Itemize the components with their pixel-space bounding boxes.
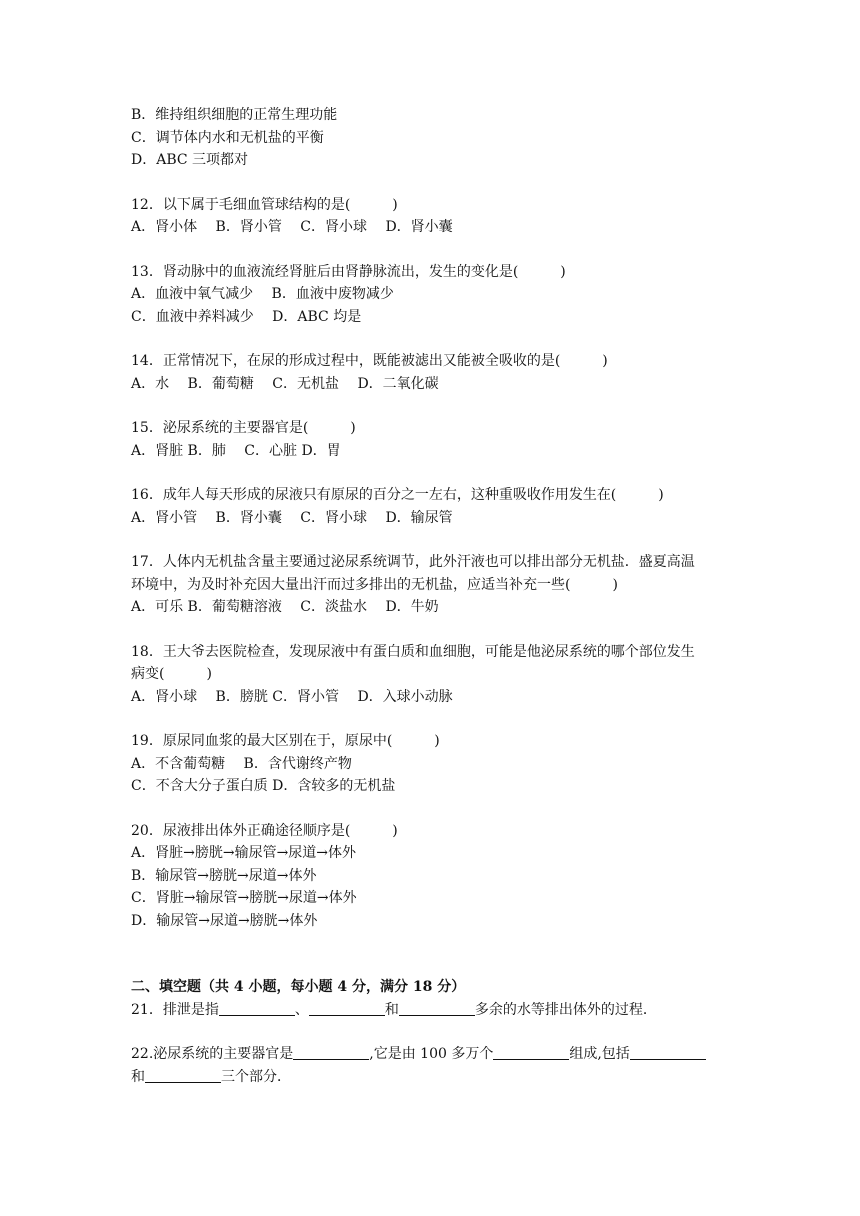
- question-11-continued: [131, 104, 741, 172]
- question-stem: 20．尿液排出体外正确途径顺序是( ): [131, 822, 398, 839]
- question-18: [131, 641, 741, 709]
- option-line: A．不含葡萄糖 B．含代谢终产物: [131, 755, 352, 772]
- question-stem: 13．肾动脉中的血液流经肾脏后由肾静脉流出，发生的变化是( ): [131, 263, 566, 280]
- option-line: C．肾脏→输尿管→膀胱→尿道→体外: [131, 890, 357, 906]
- question-19: [131, 730, 741, 798]
- question-stem: 12．以下属于毛细血管球结构的是( ): [131, 196, 398, 213]
- q21-text-a: 21．排泄是指: [131, 1001, 219, 1018]
- answer-blank[interactable]: [493, 1045, 569, 1060]
- question-stem: 16．成年人每天形成的尿液只有原尿的百分之一左右，这种重吸收作用发生在( ): [131, 487, 664, 503]
- option-line: C．血液中养料减少 D．ABC 均是: [131, 308, 362, 325]
- question-15: [131, 417, 741, 462]
- question-22: [131, 1043, 741, 1088]
- section-title: 二、填空题（共 4 小题，每小题 4 分，满分 18 分）: [131, 979, 466, 995]
- option-line: A．肾小球 B．膀胱 C．肾小管 D．入球小动脉: [131, 688, 453, 705]
- q22-text-a: 22.泌尿系统的主要器官是: [131, 1046, 294, 1062]
- option-line: A．肾脏 B．肺 C．心脏 D．胃: [131, 442, 341, 459]
- answer-blank[interactable]: [293, 1045, 369, 1060]
- question-17: [131, 551, 741, 619]
- document-page: [131, 104, 741, 1088]
- answer-blank[interactable]: [219, 1001, 295, 1016]
- q22-text-e: 三个部分．: [221, 1068, 291, 1085]
- q21-text-d: 多余的水等排出体外的过程．: [474, 1001, 657, 1018]
- question-13: [131, 261, 741, 329]
- answer-blank[interactable]: [145, 1068, 221, 1083]
- option-line: A．肾小体 B．肾小管 C．肾小球 D．肾小囊: [131, 219, 453, 235]
- question-stem: 环境中，为及时补充因大量出汗而过多排出的无机盐，应适当补充一些( ): [131, 576, 618, 593]
- option-line: A．肾脏→膀胱→输尿管→尿道→体外: [131, 845, 357, 861]
- option-line: C．不含大分子蛋白质 D．含较多的无机盐: [131, 778, 396, 794]
- question-20: [131, 820, 741, 933]
- q21-text-c: 和: [384, 1001, 399, 1018]
- q22-text-c: 组成,包括: [569, 1046, 630, 1062]
- option-line: A．肾小管 B．肾小囊 C．肾小球 D．输尿管: [131, 509, 453, 526]
- option-line: A．血液中氧气减少 B．血液中废物减少: [131, 286, 394, 302]
- q21-text-b: 、: [294, 1001, 309, 1018]
- answer-blank[interactable]: [630, 1045, 706, 1060]
- answer-blank[interactable]: [399, 1001, 475, 1016]
- q22-line-1: [131, 1043, 741, 1066]
- option-line: D．ABC 三项都对: [131, 152, 249, 168]
- question-stem: 15．泌尿系统的主要器官是( ): [131, 420, 356, 436]
- question-14: [131, 350, 741, 395]
- option-line: B．输尿管→膀胱→尿道→体外: [131, 867, 317, 884]
- question-stem: 病变( ): [131, 666, 212, 682]
- question-stem: 18．王大爷去医院检查，发现尿液中有蛋白质和血细胞，可能是他泌尿系统的哪个部位发生: [131, 643, 695, 660]
- question-21: [131, 999, 741, 1022]
- question-stem: 19．原尿同血浆的最大区别在于，原尿中( ): [131, 733, 440, 749]
- option-line: C．调节体内水和无机盐的平衡: [131, 129, 324, 146]
- q22-text-d: 和: [131, 1068, 145, 1085]
- q22-line-2: [131, 1066, 741, 1089]
- question-16: [131, 484, 741, 529]
- option-line: A．可乐 B．葡萄糖溶液 C．淡盐水 D．牛奶: [131, 599, 439, 615]
- option-line: D．输尿管→尿道→膀胱→体外: [131, 912, 318, 929]
- option-line: A．水 B．葡萄糖 C．无机盐 D．二氧化碳: [131, 375, 439, 392]
- question-stem: 14．正常情况下，在尿的形成过程中，既能被滤出又能被全吸收的是( ): [131, 353, 608, 369]
- question-stem: 17．人体内无机盐含量主要通过泌尿系统调节，此外汗液也可以排出部分无机盐．盛夏高温: [131, 554, 695, 570]
- option-line: B．维持组织细胞的正常生理功能: [131, 107, 338, 123]
- answer-blank[interactable]: [309, 1001, 385, 1016]
- question-12: [131, 194, 741, 239]
- q22-text-b: ,它是由 100 多万个: [369, 1046, 494, 1062]
